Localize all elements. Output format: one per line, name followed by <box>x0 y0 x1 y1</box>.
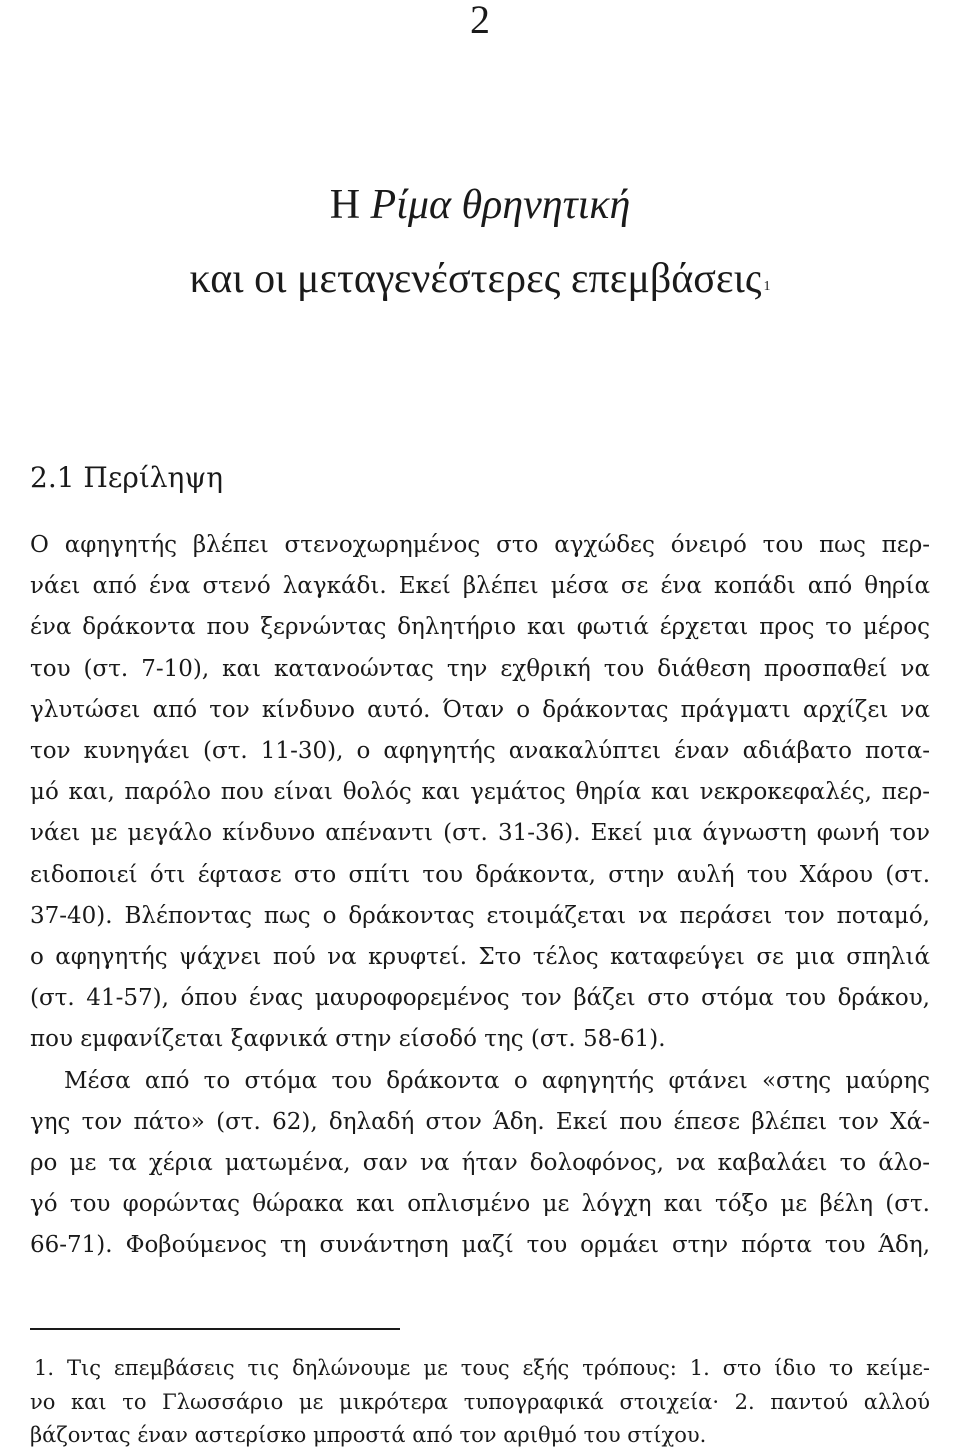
body-line: γης τον πάτο» (στ. 62), δηλαδή στον Άδη. Εκεί που έπεσε βλέπει τον Χά- <box>30 1108 930 1135</box>
footnote-line: νο και το Γλωσσάριο με μικρότερα τυπογραφικά στοιχεία· 2. παντού αλλού <box>30 1389 930 1414</box>
page-number: 2 <box>470 0 490 42</box>
footnote-divider <box>30 1328 400 1330</box>
body-line: τον κυνηγάει (στ. 11-30), ο αφηγητής ανακαλύπτει έναν αδιάβατο ποτα- <box>30 738 930 765</box>
footnote-line: βάζοντας έναν αστερίσκο μπροστά από τον αριθμό του στίχου. <box>30 1423 707 1447</box>
footnote-line: 1. Τις επεμβάσεις τις δηλώνουμε με τους εξής τρόπους: 1. στο ίδιο το κείμε- <box>34 1356 930 1380</box>
footnotes <box>30 1352 930 1453</box>
body-line: (στ. 41-57), όπου ένας μαυροφορεμένος τον βάζει στο στόμα του δράκου, <box>30 985 930 1012</box>
chapter-title-prefix: Η <box>329 182 371 228</box>
body-line: ο αφηγητής ψάχνει πού να κρυφτεί. Στο τέλος καταφεύγει σε μια σπηλιά <box>30 944 930 971</box>
chapter-title-line-2 <box>0 242 960 316</box>
chapter-title-italic: Ρίμα θρηνητική <box>370 182 631 228</box>
section-heading: 2.1 Περίληψη <box>30 461 224 494</box>
body-line: γλυτώσει από τον κίνδυνο αυτό. Όταν ο δράκοντας πράγματι αρχίζει να <box>30 696 930 723</box>
body-line: 37-40). Βλέποντας πως ο δράκοντας ετοιμάζεται να περάσει τον ποταμό, <box>30 902 930 929</box>
body-line: νάει από ένα στενό λαγκάδι. Εκεί βλέπει μέσα σε ένα κοπάδι από θηρία <box>30 573 930 600</box>
body-line: του (στ. 7-10), και κατανοώντας την εχθρική του διάθεση προσπαθεί να <box>30 655 930 682</box>
body-line: Μέσα από το στόμα του δράκοντα ο αφηγητής φτάνει «στης μαύρης <box>64 1067 930 1094</box>
body-line: μό και, παρόλο που είναι θολός και γεμάτος θηρία και νεκροκεφαλές, περ- <box>30 779 930 806</box>
body-text <box>30 525 930 1267</box>
chapter-title <box>0 168 960 316</box>
body-line: Ο αφηγητής βλέπει στενοχωρημένος στο αγχώδες όνειρό του πως περ- <box>30 532 930 558</box>
chapter-title-line-1 <box>0 168 960 242</box>
body-line: ένα δράκοντα που ξερνώντας δηλητήριο και φωτιά έρχεται προς το μέρος <box>30 614 930 641</box>
footnote-reference: 1 <box>763 279 771 294</box>
chapter-title-subtitle: και οι μεταγενέστερες επεμβάσεις <box>189 256 762 302</box>
body-line: γό του φορώντας θώρακα και οπλισμένο με λόγχη και τόξο με βέλη (στ. <box>30 1191 930 1218</box>
body-line: νάει με μεγάλο κίνδυνο απέναντι (στ. 31-36). Εκεί μια άγνωστη φωνή τον <box>30 820 930 847</box>
body-line: που εμφανίζεται ξαφνικά στην είσοδό της (στ. 58-61). <box>30 1026 666 1053</box>
body-line: 66-71). Φοβούμενος τη συνάντηση μαζί του ορμάει στην πόρτα του Άδη, <box>30 1232 930 1259</box>
body-line: ειδοποιεί ότι έφτασε στο σπίτι του δράκοντα, στην αυλή του Χάρου (στ. <box>30 861 930 888</box>
body-line: ρο με τα χέρια ματωμένα, σαν να ήταν δολοφόνος, να καβαλάει το άλο- <box>30 1150 930 1177</box>
